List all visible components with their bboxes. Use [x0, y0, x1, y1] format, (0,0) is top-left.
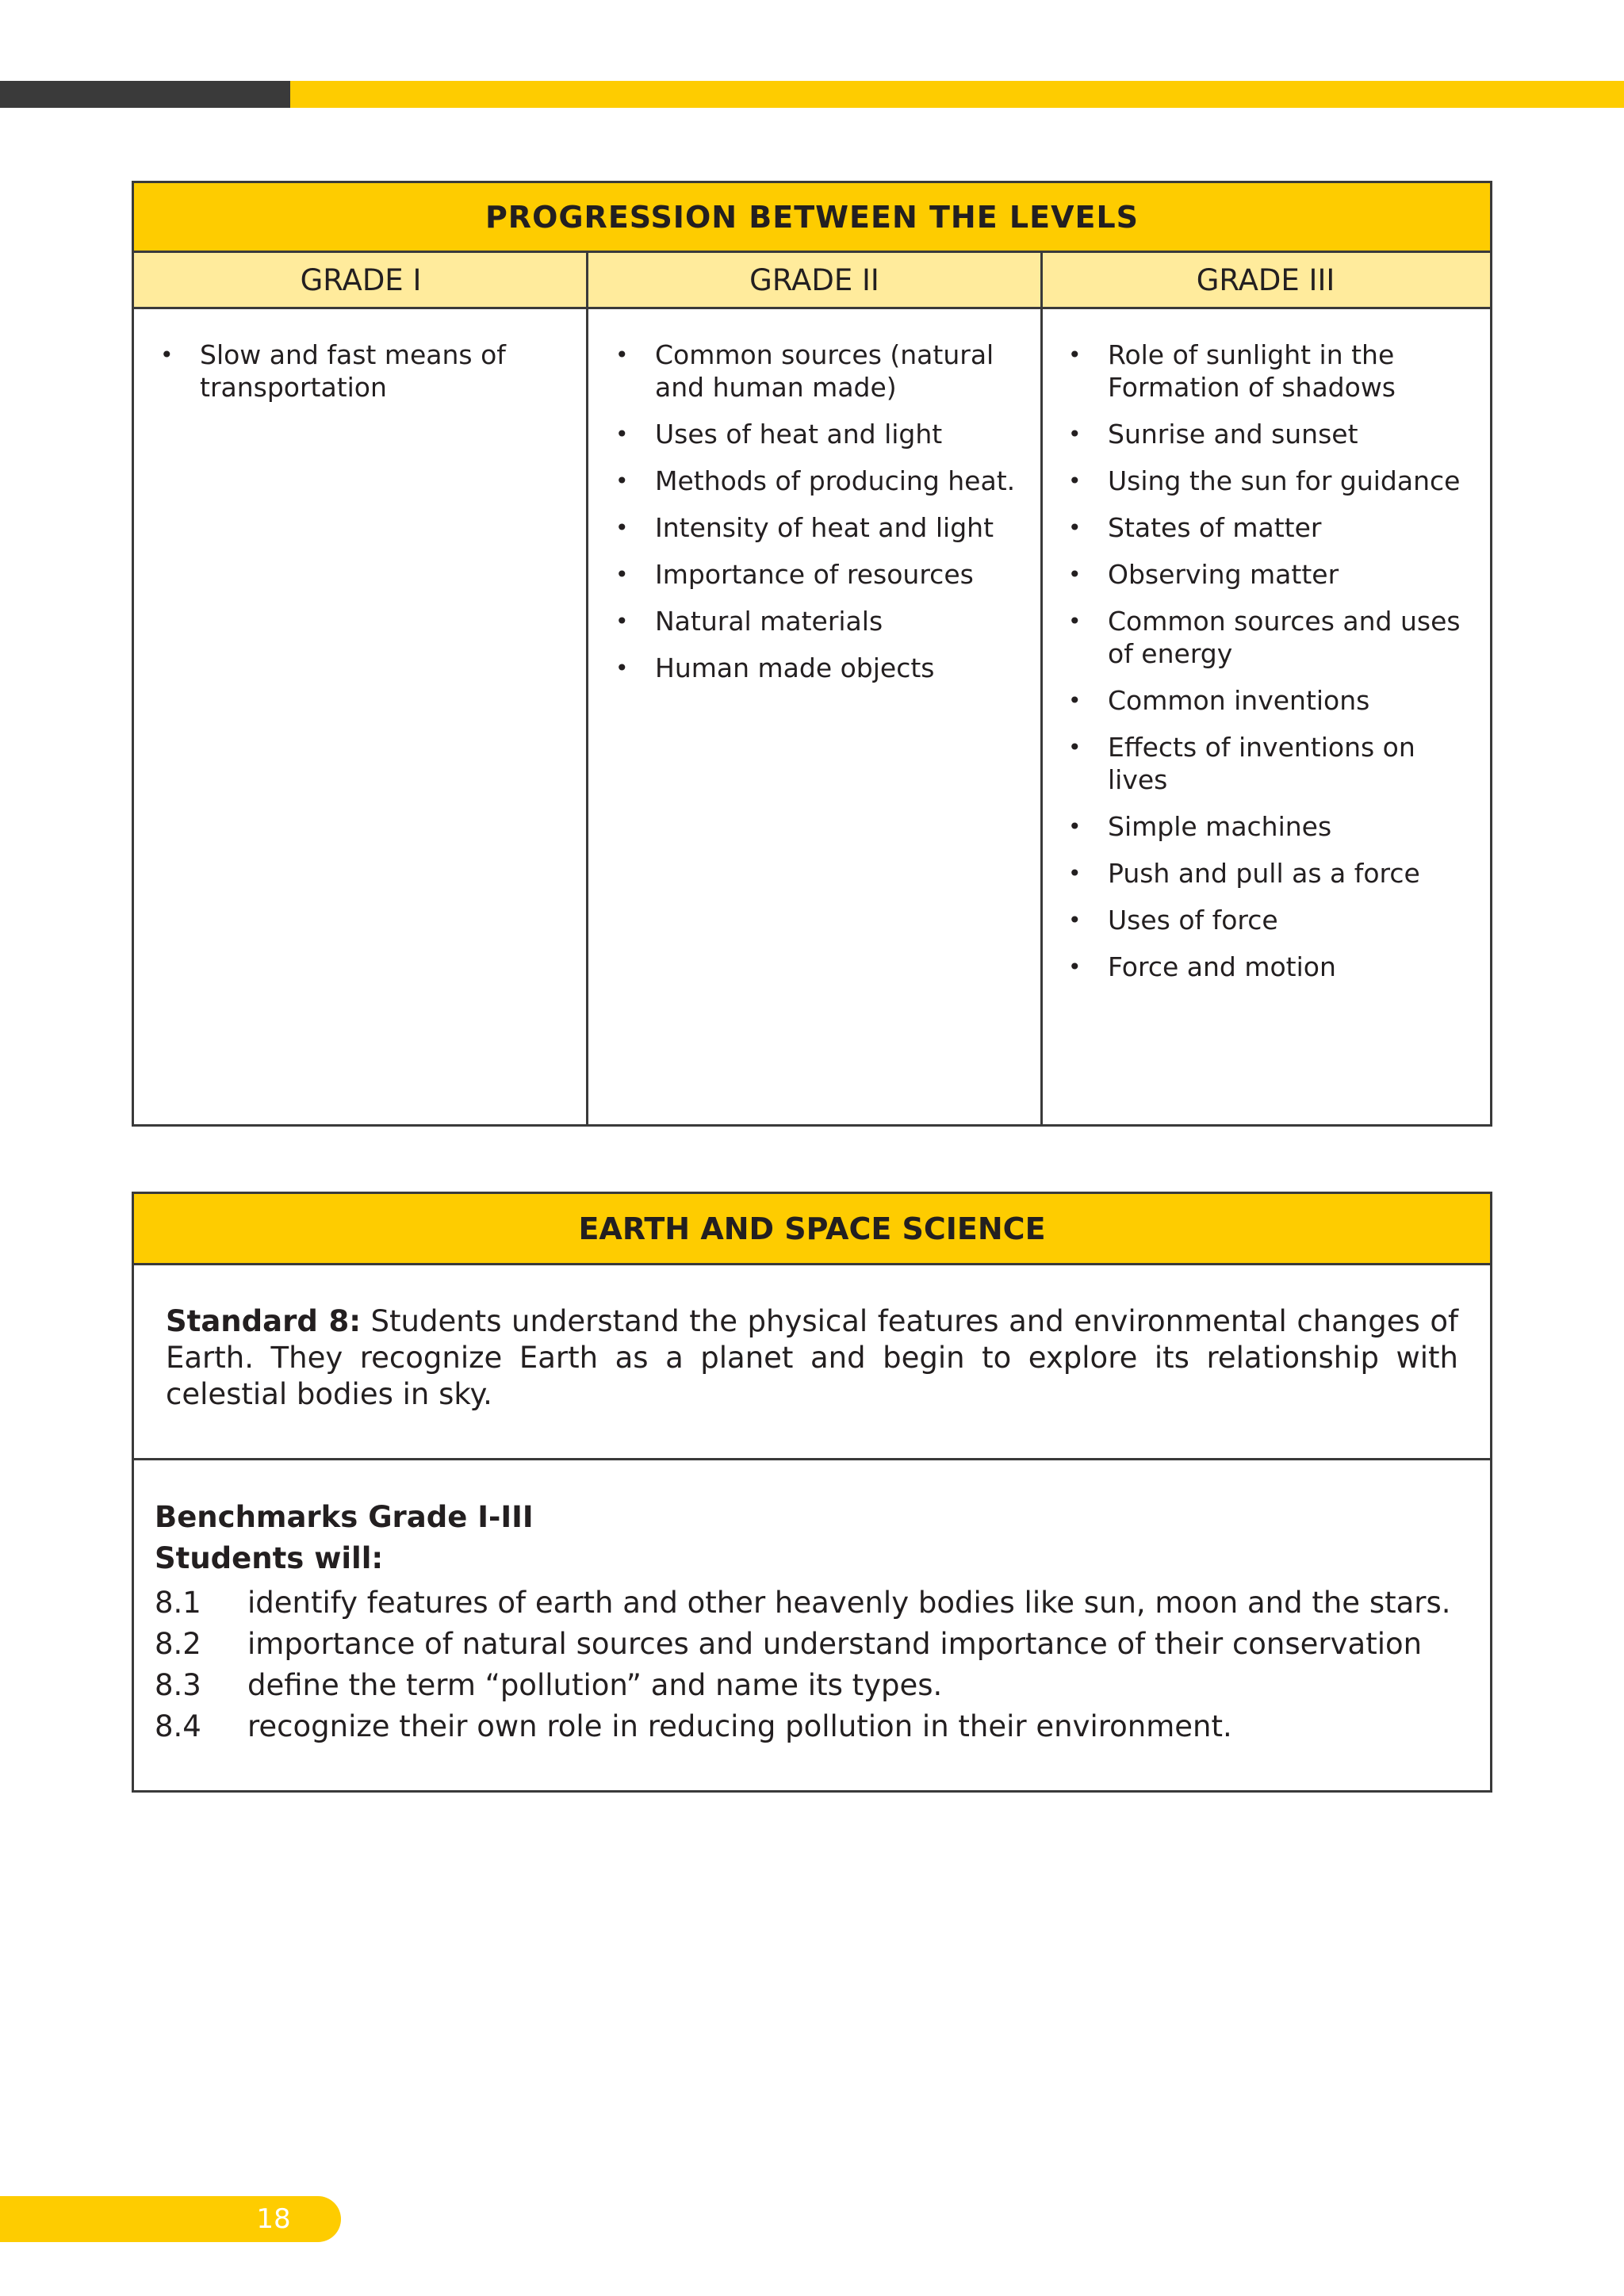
list-item: • Using the sun for guidance: [1068, 465, 1465, 497]
list-item: • Natural materials: [615, 605, 1020, 637]
page-number: 18: [256, 2203, 291, 2235]
standard-statement: [166, 1303, 1458, 1413]
benchmark-item: [155, 1706, 1474, 1747]
benchmark-item: [155, 1582, 1474, 1624]
list-item: • States of matter: [1068, 511, 1465, 544]
list-item: • Simple machines: [1068, 810, 1465, 843]
earth-title: EARTH AND SPACE SCIENCE: [134, 1194, 1490, 1265]
list-item: • Push and pull as a force: [1068, 857, 1465, 890]
grade-3-header: GRADE III: [1041, 253, 1490, 309]
benchmarks-heading: [155, 1497, 534, 1579]
benchmark-number: 8.3: [155, 1668, 201, 1702]
list-item: • Common sources and uses of energy: [1068, 605, 1465, 670]
standard-label: Standard 8:: [166, 1304, 362, 1338]
grade-3-list: [1068, 339, 1465, 997]
list-item: • Uses of heat and light: [615, 418, 1020, 450]
progression-title: PROGRESSION BETWEEN THE LEVELS: [134, 183, 1490, 253]
benchmark-number: 8.4: [155, 1709, 201, 1743]
list-item: • Slow and fast means of transportation: [160, 339, 557, 404]
list-item: • Observing matter: [1068, 558, 1465, 591]
grade-1-header: GRADE I: [134, 253, 588, 309]
column-divider: [586, 253, 588, 1124]
list-item: • Sunrise and sunset: [1068, 418, 1465, 450]
benchmark-number: 8.1: [155, 1586, 201, 1620]
benchmark-item: [155, 1665, 1474, 1706]
benchmark-text: recognize their own role in reducing pollution in their environment.: [247, 1709, 1232, 1743]
benchmark-text: define the term “pollution” and name its types.: [247, 1668, 943, 1702]
list-item: • Importance of resources: [615, 558, 1020, 591]
section-divider: [134, 1458, 1490, 1460]
benchmark-item: [155, 1624, 1474, 1665]
list-item: • Methods of producing heat.: [615, 465, 1020, 497]
earth-space-science-box: [132, 1192, 1492, 1793]
list-item: • Common inventions: [1068, 684, 1465, 717]
top-bar-yellow: [290, 81, 1624, 108]
benchmarks-subtitle: Students will:: [155, 1541, 384, 1575]
list-item: • Intensity of heat and light: [615, 511, 1020, 544]
grade-2-list: [615, 339, 1020, 698]
benchmark-text: identify features of earth and other heavenly bodies like sun, moon and the stars.: [247, 1586, 1451, 1620]
list-item: • Role of sunlight in the Formation of shadows: [1068, 339, 1465, 404]
list-item: • Uses of force: [1068, 904, 1465, 936]
progression-table: [132, 181, 1492, 1127]
list-item: • Common sources (natural and human made): [615, 339, 1020, 404]
benchmarks-title: Benchmarks Grade I-III: [155, 1500, 534, 1534]
benchmarks-list: [155, 1582, 1474, 1747]
top-bar-dark: [0, 81, 290, 108]
benchmark-number: 8.2: [155, 1627, 201, 1661]
standard-text: Students understand the physical features and environmental changes of Earth. They recognize Earth as a planet and begin to explore its relationship with celestial bodies in sky.: [166, 1304, 1458, 1411]
list-item: • Effects of inventions on lives: [1068, 731, 1465, 796]
benchmark-text: importance of natural sources and understand importance of their conservation: [247, 1627, 1423, 1661]
list-item: • Force and motion: [1068, 951, 1465, 983]
grade-1-list: [160, 339, 557, 418]
grade-2-header: GRADE II: [588, 253, 1041, 309]
list-item: • Human made objects: [615, 652, 1020, 684]
column-divider: [1040, 253, 1043, 1124]
